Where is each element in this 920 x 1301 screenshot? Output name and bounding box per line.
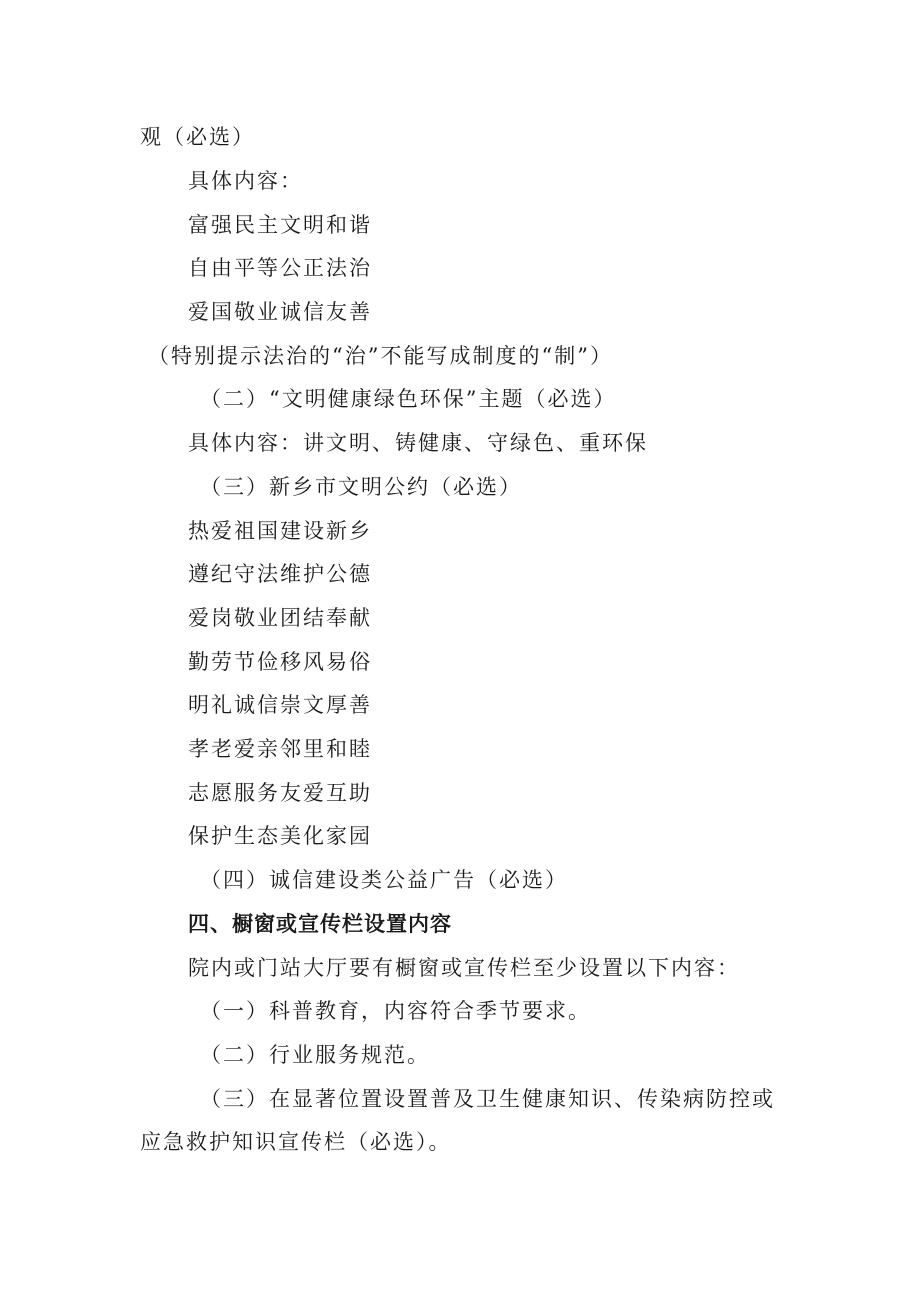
text-line: 应急救护知识宣传栏（必选）。 xyxy=(140,1130,452,1154)
text-line: （二）行业服务规范。 xyxy=(200,1043,430,1067)
text-line: 遵纪守法维护公德 xyxy=(188,562,372,586)
text-line: 热爱祖国建设新乡 xyxy=(188,519,372,543)
text-line: 志愿服务友爱互助 xyxy=(188,781,372,805)
text-line: 具体内容：讲文明、铸健康、守绿色、重环保 xyxy=(188,431,648,455)
text-line: 观（必选） xyxy=(140,125,255,149)
text-line: 自由平等公正法治 xyxy=(188,256,372,280)
text-line: 勤劳节俭移风易俗 xyxy=(188,650,372,674)
text-line: 明礼诚信崇文厚善 xyxy=(188,693,372,717)
section-heading: 四、橱窗或宣传栏设置内容 xyxy=(188,912,452,936)
text-line: （一）科普教育，内容符合季节要求。 xyxy=(200,999,591,1023)
text-line: 爱岗敬业团结奉献 xyxy=(188,606,372,630)
text-line: 孝老爱亲邻里和睦 xyxy=(188,737,372,761)
text-line: 富强民主文明和谐 xyxy=(188,213,372,237)
text-line: （三）在显著位置设置普及卫生健康知识、传染病防控或 xyxy=(200,1087,775,1111)
text-line: （二）“文明健康绿色环保”主题（必选） xyxy=(200,387,617,411)
text-line: （特别提示法治的“治”不能写成制度的“制”） xyxy=(148,344,613,368)
text-line: 具体内容： xyxy=(188,169,303,193)
text-line: 院内或门站大厅要有橱窗或宣传栏至少设置以下内容： xyxy=(188,956,740,980)
text-line: 爱国敬业诚信友善 xyxy=(188,300,372,324)
text-line: （三）新乡市文明公约（必选） xyxy=(200,475,522,499)
text-line: （四）诚信建设类公益广告（必选） xyxy=(200,868,568,892)
text-line: 保护生态美化家园 xyxy=(188,824,372,848)
